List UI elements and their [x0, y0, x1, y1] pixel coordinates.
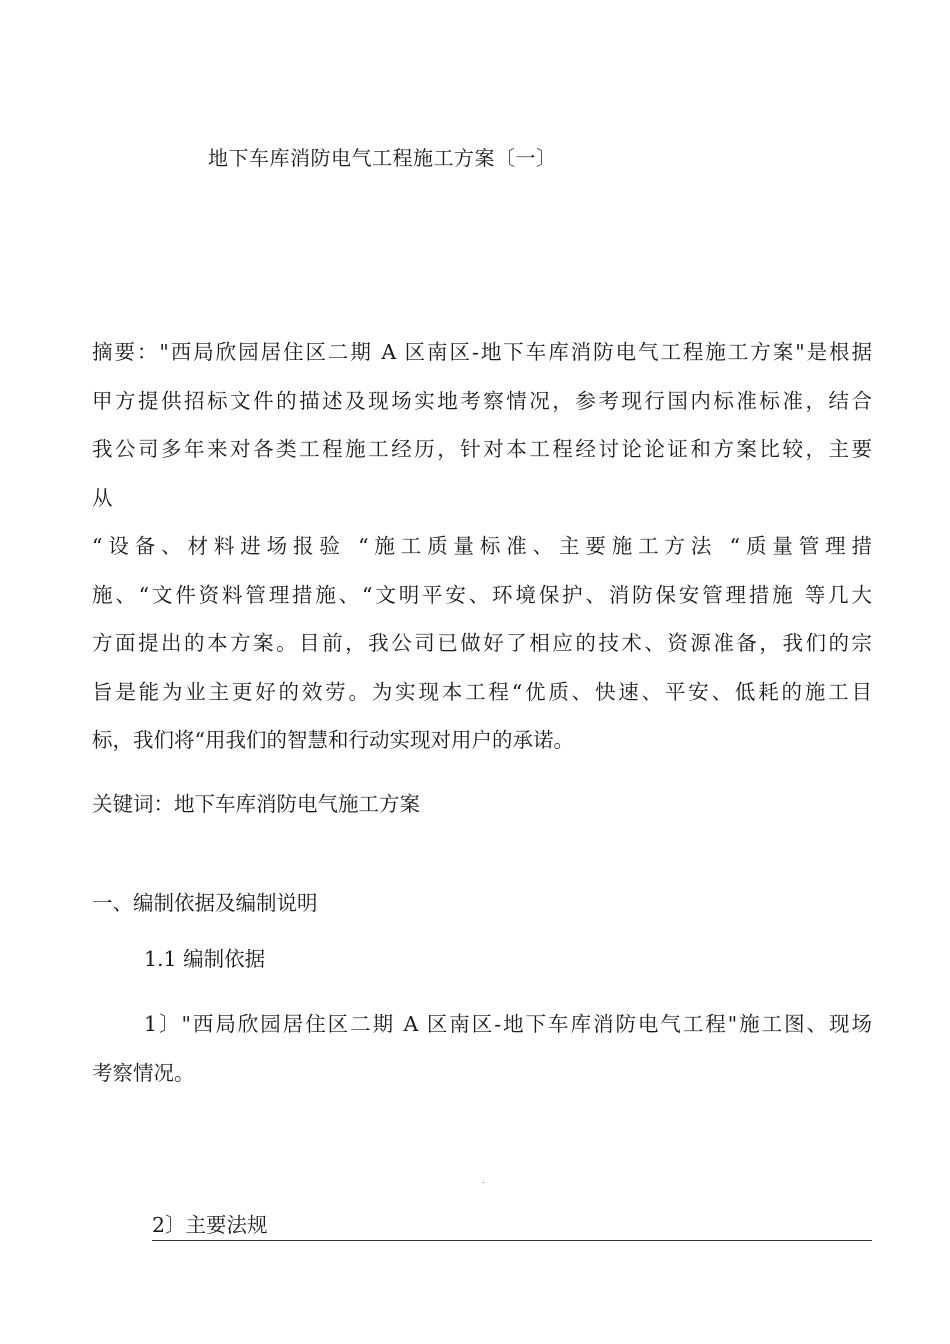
abstract-line: 方面提出的本方案。目前，我公司已做好了相应的技术、资源准备，我们的宗: [92, 631, 872, 655]
abstract-line: 甲方提供招标文件的描述及现场实地考察情况，参考现行国内标准标准，结合: [92, 388, 872, 413]
keywords-line: 关键词：地下车库消防电气施工方案: [92, 792, 420, 816]
basis-item-1: [92, 1000, 872, 1097]
document-title: 地下车库消防电气工程施工方案〔一〕: [208, 146, 557, 170]
basis-item-line: 考察情况。: [92, 1060, 195, 1085]
abstract-line: 旨是能为业主更好的效劳。为实现本工程“优质、快速、平安、低耗的施工目: [92, 679, 872, 704]
page-mark: .: [482, 1176, 485, 1185]
section-heading: 一、编制依据及编制说明: [92, 891, 318, 915]
abstract-line: “设备、材料进场报验 “施工质量标准、主要施工方法 “质量管理措: [92, 534, 872, 558]
subsection-heading: 1.1 编制依据: [144, 947, 266, 971]
abstract-paragraph: [92, 328, 872, 765]
basis-item-2: 2〕主要法规: [152, 1213, 268, 1237]
abstract-line: 标，我们将“用我们的智慧和行动实现对用户的承诺。: [92, 728, 574, 752]
abstract-line: 摘要："西局欣园居住区二期 A 区南区-地下车库消防电气工程施工方案"是根据: [92, 340, 872, 364]
abstract-line: 施、“文件资料管理措施、“文明平安、环境保护、消防保安管理措施 等几大: [92, 582, 872, 607]
abstract-line: 我公司多年来对各类工程施工经历，针对本工程经讨论论证和方案比较，主要: [92, 437, 872, 461]
horizontal-rule: [152, 1240, 872, 1241]
basis-item-line: 1〕"西局欣园居住区二期 A 区南区-地下车库消防电气工程"施工图、现场: [144, 1012, 872, 1036]
abstract-line: 从: [92, 485, 113, 510]
